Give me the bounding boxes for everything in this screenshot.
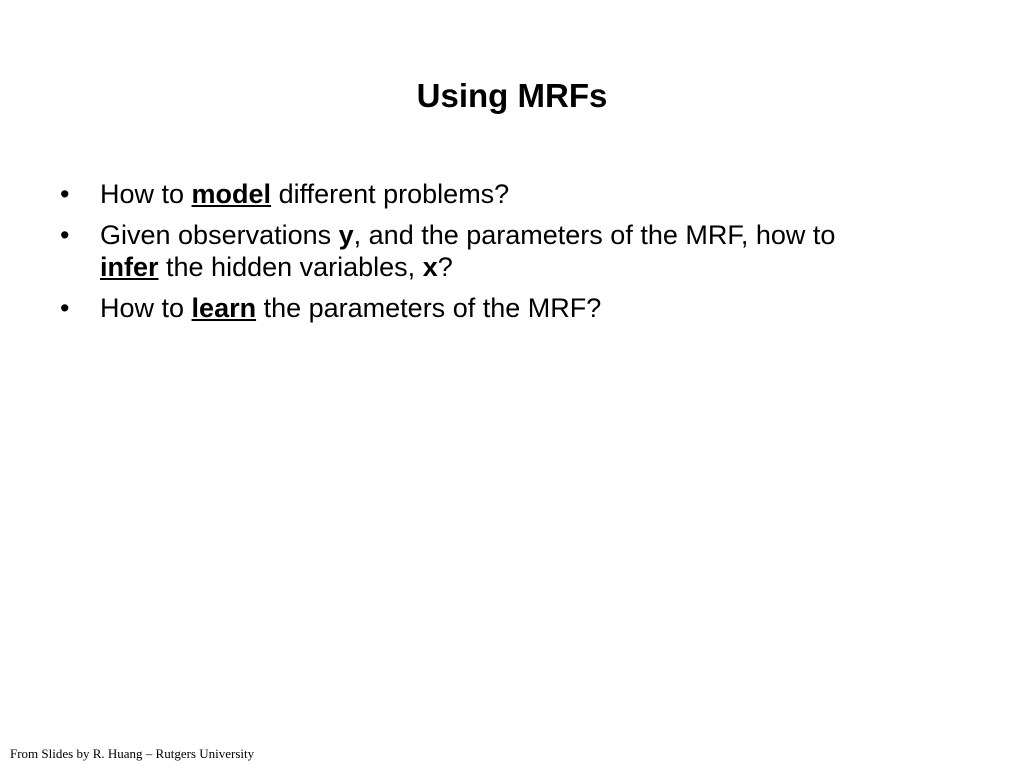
keyword-infer: infer bbox=[100, 252, 159, 282]
variable-y: y bbox=[338, 220, 354, 250]
keyword-model: model bbox=[191, 179, 272, 209]
bullet-marker: • bbox=[60, 220, 70, 250]
variable-x: x bbox=[422, 252, 438, 282]
bullet-item-model bbox=[60, 178, 980, 210]
bullet-text: the hidden variables, bbox=[158, 252, 423, 282]
bullet-text: different problems? bbox=[271, 179, 510, 209]
bullet-list bbox=[60, 178, 980, 333]
slide-title: Using MRFs bbox=[416, 77, 608, 114]
bullet-text: , and the parameters of the MRF, how to bbox=[353, 220, 836, 250]
footer-credit: From Slides by R. Huang – Rutgers University bbox=[10, 746, 255, 761]
bullet-item-learn bbox=[60, 292, 980, 324]
bullet-marker: • bbox=[60, 179, 70, 209]
bullet-marker: • bbox=[60, 293, 70, 323]
keyword-learn: learn bbox=[191, 293, 257, 323]
bullet-text: ? bbox=[437, 252, 453, 282]
bullet-text: How to bbox=[100, 179, 192, 209]
bullet-text: How to bbox=[100, 293, 192, 323]
bullet-text: Given observations bbox=[100, 220, 339, 250]
bullet-item-infer bbox=[60, 219, 980, 283]
bullet-text: the parameters of the MRF? bbox=[256, 293, 602, 323]
